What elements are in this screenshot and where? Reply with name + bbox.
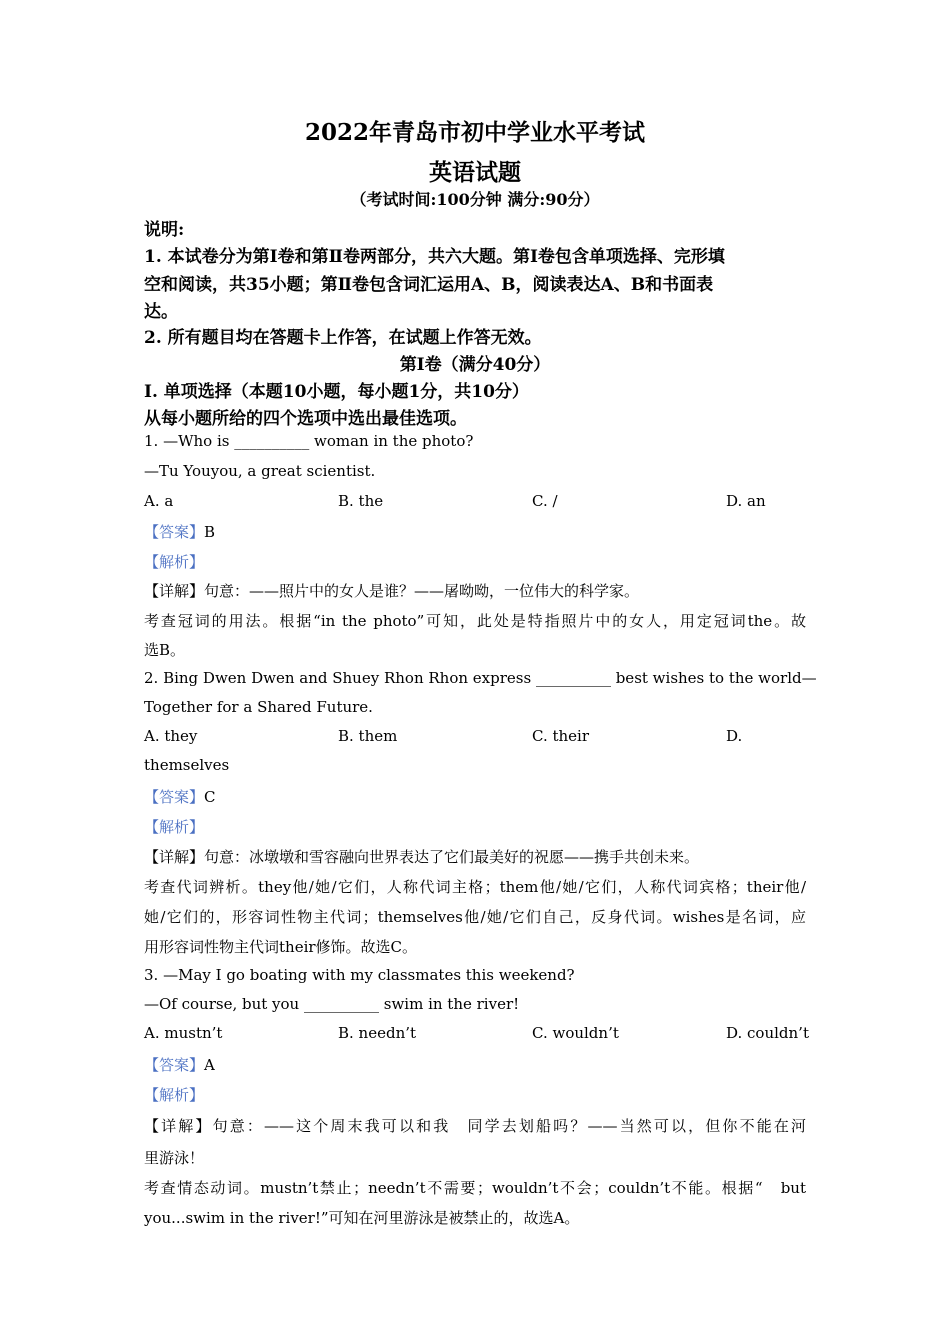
detail-line xyxy=(144,1115,806,1136)
detail-line xyxy=(144,846,699,867)
question-stem: —Of course, but you __________ swim in the river! xyxy=(144,995,520,1013)
answer-line xyxy=(144,1054,215,1075)
detail-label: 【详解】 xyxy=(144,1117,213,1135)
explanation-line: you...swim in the river!”可知在河里游泳是被禁止的，故选A。 xyxy=(144,1209,580,1227)
exam-info: （考试时间:100分钟 满分:90分） xyxy=(350,190,600,209)
explanation-line: 考查情态动词。mustn’t禁止；needn’t不需要；wouldn’t不会；couldn’t不能。根据“ but xyxy=(144,1179,806,1197)
option-a: A. mustn’t xyxy=(144,1024,223,1042)
exam-title: 2022年青岛市初中学业水平考试 xyxy=(304,119,645,146)
option-c: C. wouldn’t xyxy=(532,1024,619,1042)
answer-line xyxy=(144,521,215,542)
detail-label: 【详解】 xyxy=(144,582,205,600)
explanation-line: 考查冠词的用法。根据“in the photo”可知，此处是特指照片中的女人，用定冠词the。故 xyxy=(144,612,806,630)
exam-subtitle: 英语试题 xyxy=(429,159,521,186)
answer-label: 【答案】 xyxy=(144,1056,205,1074)
option-a: A. they xyxy=(144,727,198,745)
question-stem: 2. Bing Dwen Dwen and Shuey Rhon Rhon express __________ best wishes to the world— xyxy=(144,669,817,687)
answer-value: C xyxy=(204,788,216,806)
question-stem: Together for a Shared Future. xyxy=(144,698,373,716)
part-title: 第Ⅰ卷（满分40分） xyxy=(399,355,551,375)
answer-label: 【答案】 xyxy=(144,788,205,806)
option-a: A. a xyxy=(144,492,174,510)
analysis-label: 【解析】 xyxy=(144,1086,205,1104)
option-b: B. them xyxy=(338,727,398,745)
answer-line xyxy=(144,786,216,807)
option-d: D. xyxy=(726,727,743,745)
explanation-line: 选B。 xyxy=(144,641,186,659)
section-instruction: 从每小题所给的四个选项中选出最佳选项。 xyxy=(144,409,467,429)
option-d: D. couldn’t xyxy=(726,1024,809,1042)
instructions-line: 空和阅读，共35小题；第Ⅱ卷包含词汇运用A、B，阅读表达A、B和书面表 xyxy=(144,275,714,295)
question-stem: —Tu Youyou, a great scientist. xyxy=(144,462,376,480)
answer-value: B xyxy=(204,523,216,541)
option-b: B. needn’t xyxy=(338,1024,417,1042)
analysis-label: 【解析】 xyxy=(144,553,205,571)
instructions-line: 达。 xyxy=(144,302,178,322)
option-b: B. the xyxy=(338,492,384,510)
explanation-line: 她/它们的，形容词性物主代词；themselves他/她/它们自己，反身代词。wishes是名词，应 xyxy=(144,908,806,926)
explanation-line: 考查代词辨析。they他/她/它们，人称代词主格；them他/她/它们，人称代词宾格；their他/ xyxy=(144,878,806,896)
explanation-line: 用形容词性物主代词their修饰。故选C。 xyxy=(144,938,418,956)
answer-value: A xyxy=(204,1056,215,1074)
section-title: I. 单项选择（本题10小题，每小题1分，共10分） xyxy=(144,382,529,402)
answer-label: 【答案】 xyxy=(144,523,205,541)
detail-text: 句意：冰墩墩和雪容融向世界表达了它们最美好的祝愿——携手共创未来。 xyxy=(204,848,700,866)
detail-line: 里游泳！ xyxy=(144,1149,205,1167)
instructions-heading: 说明: xyxy=(144,220,185,240)
option-c: C. / xyxy=(532,492,558,510)
question-stem: 1. —Who is __________ woman in the photo? xyxy=(144,432,474,450)
instructions-line: 2. 所有题目均在答题卡上作答，在试题上作答无效。 xyxy=(144,328,542,348)
option-d: D. an xyxy=(726,492,766,510)
question-stem: 3. —May I go boating with my classmates this weekend? xyxy=(144,966,575,984)
detail-text: 句意：——这个周末我可以和我 同学去划船吗？——当然可以，但你不能在河 xyxy=(212,1117,806,1135)
detail-text: 句意：——照片中的女人是谁？——屠呦呦，一位伟大的科学家。 xyxy=(204,582,640,600)
detail-label: 【详解】 xyxy=(144,848,205,866)
detail-line xyxy=(144,580,639,601)
analysis-label: 【解析】 xyxy=(144,818,205,836)
option-c: C. their xyxy=(532,727,590,745)
option-d-continuation: themselves xyxy=(144,756,230,774)
instructions-line: 1. 本试卷分为第Ⅰ卷和第Ⅱ卷两部分，共六大题。第Ⅰ卷包含单项选择、完形填 xyxy=(144,247,725,267)
